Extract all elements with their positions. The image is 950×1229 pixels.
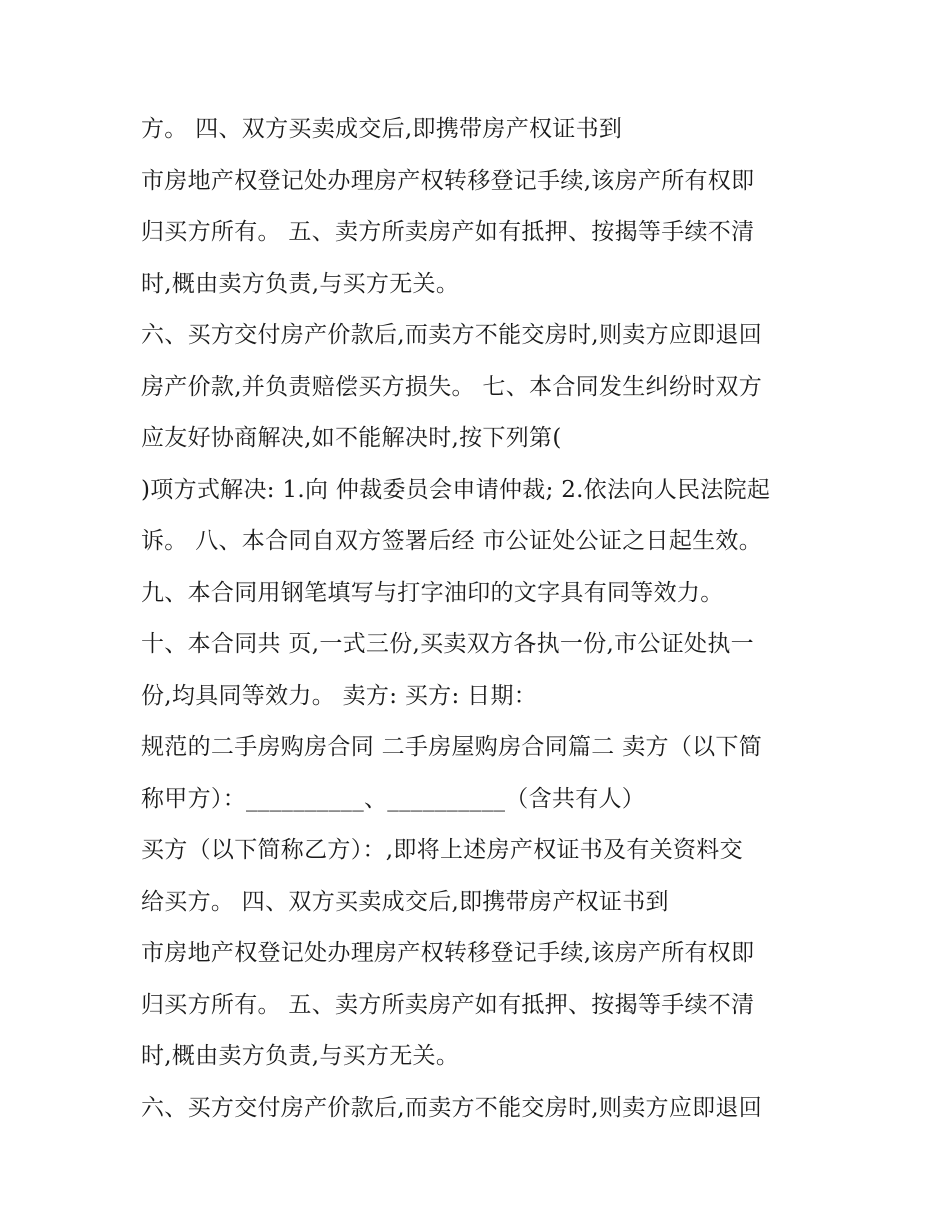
text-line: 份,均具同等效力。 卖方: 买方: 日期： (141, 682, 538, 709)
text-line: 市房地产权登记处办理房产权转移登记手续,该房产所有权即 (141, 940, 755, 966)
text-line: 市房地产权登记处办理房产权转移登记手续,该房产所有权即 (141, 167, 755, 194)
text-line: 规范的二手房购房合同 二手房屋购房合同篇二 卖方（以下简 (141, 734, 763, 760)
text-line: 应友好协商解决,如不能解决时,按下列第( (141, 425, 562, 451)
contract-text (141, 107, 821, 1137)
text-line: 时,概由卖方负责,与买方无关。 (141, 1043, 460, 1069)
text-line: 时,概由卖方负责,与买方无关。 (141, 270, 460, 297)
text-line: 归买方所有。 五、卖方所卖房产如有抵押、按揭等手续不清 (141, 991, 755, 1018)
text-line: 给买方。 四、双方买卖成交后,即携带房产权证书到 (141, 888, 669, 915)
text-line: 六、买方交付房产价款后,而卖方不能交房时,则卖方应即退回 (141, 1094, 763, 1121)
text-line: 六、买方交付房产价款后,而卖方不能交房时,则卖方应即退回 (141, 322, 763, 348)
text-line: 房产价款,并负责赔偿买方损失。 七、本合同发生纠纷时双方 (141, 373, 763, 400)
text-line: 买方（以下简称乙方）：,即将上述房产权证书及有关资料交 (141, 837, 743, 863)
text-line: 九、本合同用钢笔填写与打字油印的文字具有同等效力。 (141, 579, 724, 606)
text-line: )项方式解决: 1.向 仲裁委员会申请仲裁; 2.依法向人民法院起 (141, 476, 771, 503)
text-line: 归买方所有。 五、卖方所卖房产如有抵押、按揭等手续不清 (141, 219, 755, 245)
text-line: 十、本合同共 页,一式三份,买卖双方各执一份,市公证处执一 (141, 631, 754, 657)
text-line: 称甲方）：__________、__________（含共有人） (141, 785, 646, 812)
text-line: 诉。 八、本合同自双方签署后经 市公证处公证之日起生效。 (141, 528, 763, 554)
text-line: 方。 四、双方买卖成交后,即携带房产权证书到 (141, 116, 623, 142)
